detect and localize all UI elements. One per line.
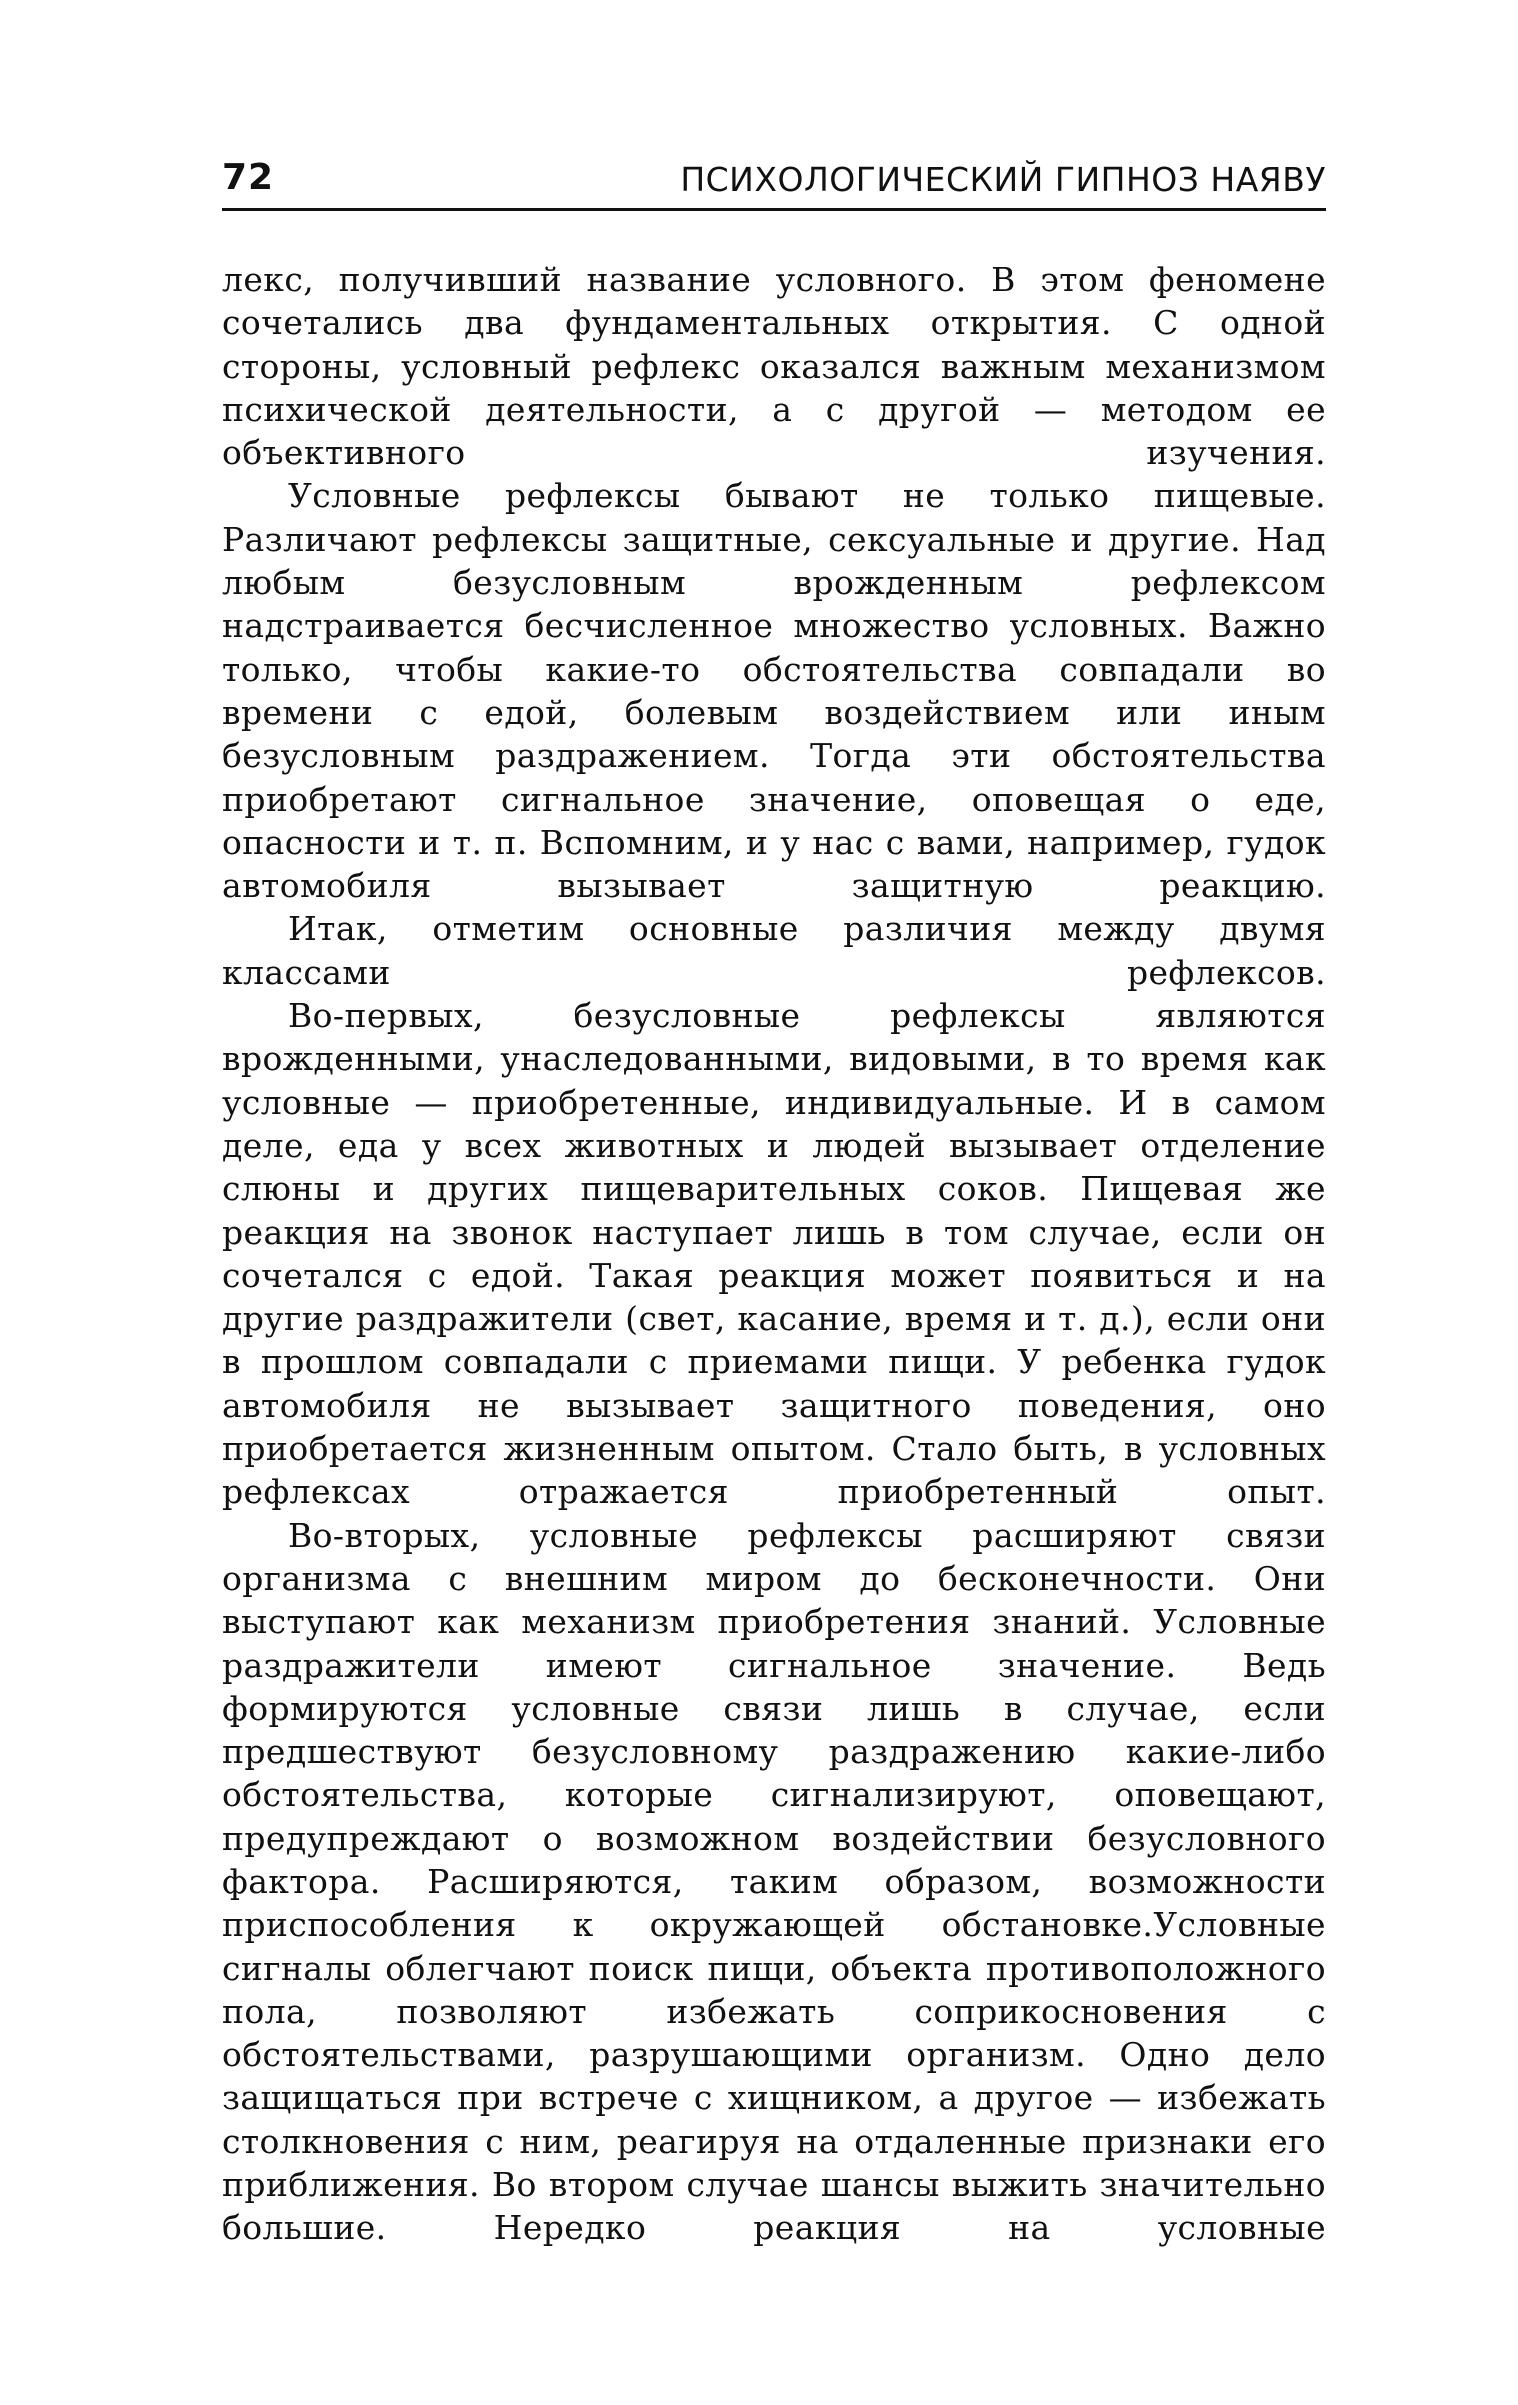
running-header — [222, 158, 1326, 211]
body-text — [222, 258, 1326, 2250]
paragraph-conditioned-reflex-types: Условные рефлексы бывают не только пищевые. Различают рефлексы защитные, сексуальные и другие. Над любым безусловным врожденным рефлексом надстраивается бесчисленное множество условных. Важно только, чтобы какие-то обстоятельства совпадали во времени с едой, болевым воздействием или иным безусловным раздражением. Тогда эти обстоятельства приобретают сигнальное значение, оповещая о еде, опасности и т. п. Вспомним, и у нас с вами, например, гудок автомобиля вызывает защитную реакцию. — [222, 476, 1326, 906]
page-number: 72 — [222, 157, 275, 198]
running-header-title: ПСИХОЛОГИЧЕСКИЙ ГИПНОЗ НАЯВУ — [680, 160, 1326, 199]
paragraph-continued: лекс, получивший название условного. В этом феномене сочетались два фундаментальных открытия. С одной стороны, условный рефлекс оказался важным механизмом психической деятельности, а с другой — методом ее объективного изучения. — [222, 260, 1326, 473]
paragraph-second-difference: Во-вторых, условные рефлексы расширяют связи организма с внешним миром до бесконечности. Они выступают как механизм приобретения знаний. Условные раздражители имеют сигнальное значение. Ведь формируются условные связи лишь в случае, если предшествуют безусловному раздражению какие-либо обстоятельства, которые сигнализируют, оповещают, предупреждают о возможном воздействии безусловного фактора. Расширяются, таким образом, возможности приспособления к окружающей обстановке.Условные сигналы облегчают поиск пищи, объекта противоположного пола, позволяют избежать соприкосновения с обстоятельствами, разрушающими организм. Одно дело защищаться при встрече с хищником, а другое — избежать столкновения с ним, реагируя на отдаленные признаки его приближения. Во втором случае шансы выжить значительно большие. Нередко реакция на условные — [222, 1515, 1326, 2248]
paragraph-differences-intro: Итак, отметим основные различия между двумя классами рефлексов. — [222, 909, 1326, 992]
paragraph-first-difference: Во-первых, безусловные рефлексы являются врожденными, унаследованными, видовыми, в то время как условные — приобретенные, индивидуальные. И в самом деле, еда у всех животных и людей вызывает отделение слюны и других пищеварительных соков. Пищевая же реакция на звонок наступает лишь в том случае, если он сочетался с едой. Такая реакция может появиться и на другие раздражители (свет, касание, время и т. д.), если они в прошлом совпадали с приемами пищи. У ребенка гудок автомобиля не вызывает защитного поведения, оно приобретается жизненным опытом. Стало быть, в условных рефлексах отражается приобретенный опыт. — [222, 996, 1326, 1512]
